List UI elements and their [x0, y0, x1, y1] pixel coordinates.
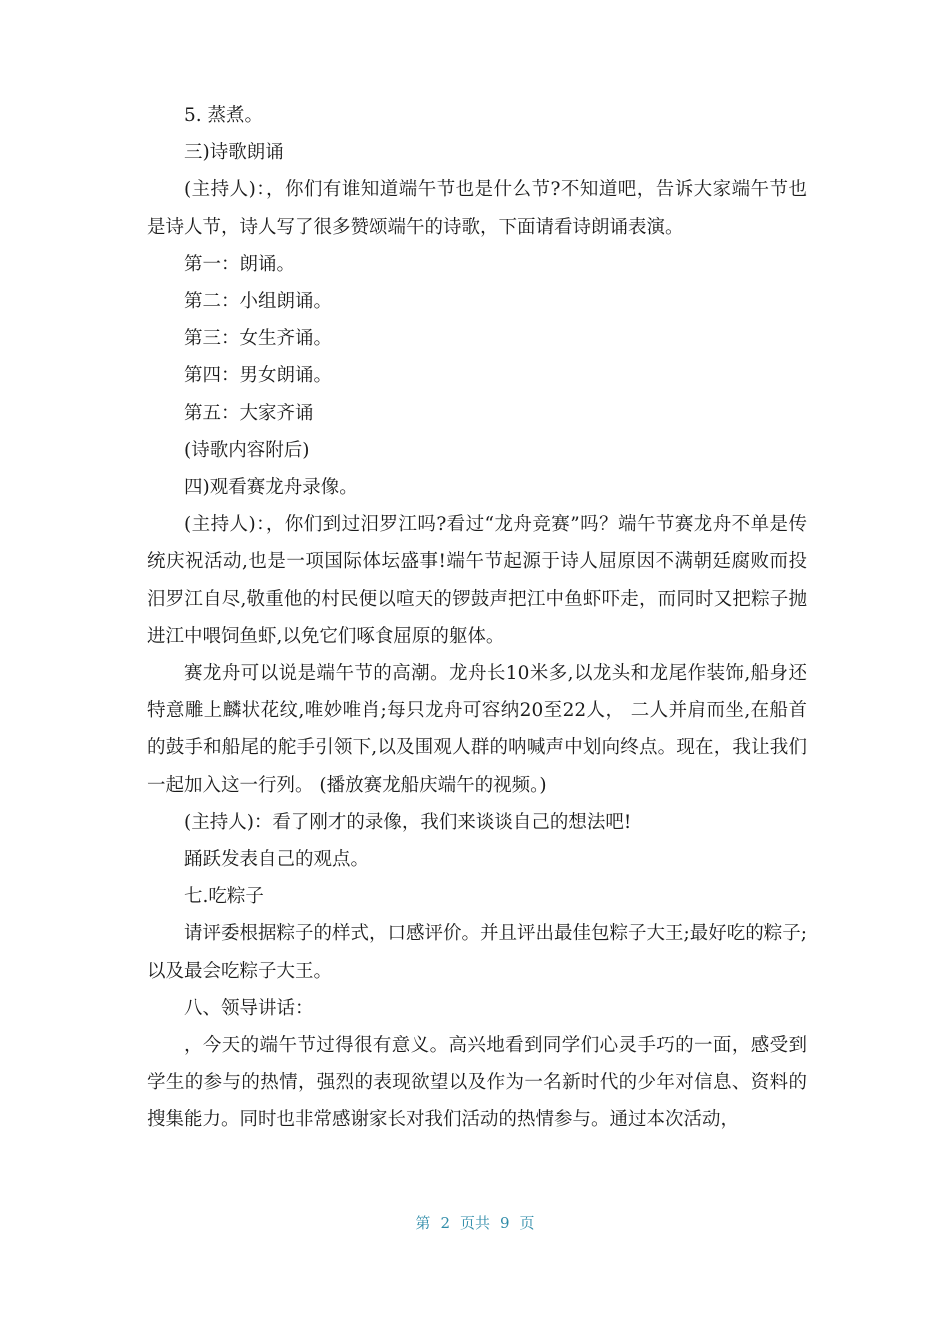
list-item: 第三：女生齐诵。	[184, 328, 333, 350]
document-body	[147, 97, 807, 1139]
paragraph: (主持人)：，你们有谁知道端午节也是什么节?不知道吧，告诉大家端午节也是诗人节，诗人写了很多赞颂端午的诗歌，下面请看诗朗诵表演。	[147, 179, 807, 238]
paragraph: (主持人)：，你们到过汨罗江吗?看过“龙舟竞赛”吗？端午节赛龙舟不单是传统庆祝活动,也是一项国际体坛盛事!端午节起源于诗人屈原因不满朝廷腐败而投汨罗江自尽,敬重他的村民便以喧天的锣鼓声把江中鱼虾吓走，而同时又把粽子抛进江中喂饲鱼虾,以免它们啄食屈原的躯体。	[147, 514, 807, 647]
paragraph: ，今天的端午节过得很有意义。高兴地看到同学们心灵手巧的一面，感受到学生的参与的热情，强烈的表现欲望以及作为一名新时代的少年对信息、资料的搜集能力。同时也非常感谢家长对我们活动的热情参与。通过本次活动，	[147, 1035, 807, 1131]
footer-middle: 页共	[459, 1214, 490, 1232]
list-item: 第一：朗诵。	[184, 253, 296, 275]
paragraph: (主持人)：看了刚才的录像，我们来谈谈自己的想法吧!	[184, 811, 632, 833]
paragraph: 5. 蒸煮。	[184, 105, 264, 126]
section-heading: 七.吃粽子	[184, 886, 264, 908]
section-heading: 四)观看赛龙舟录像。	[184, 477, 358, 499]
footer-page-number: 2	[440, 1214, 450, 1232]
list-item: 第四：男女朗诵。	[184, 365, 333, 387]
list-item: 第五：大家齐诵	[184, 402, 314, 424]
section-heading: 八、领导讲话：	[184, 997, 314, 1019]
page-footer	[0, 1212, 950, 1233]
footer-suffix: 页	[519, 1214, 535, 1232]
footer-prefix: 第	[415, 1214, 431, 1232]
section-heading: 三)诗歌朗诵	[184, 142, 284, 164]
paragraph: 踊跃发表自己的观点。	[184, 849, 370, 871]
list-item: 第二：小组朗诵。	[184, 291, 333, 313]
footer-total-pages: 9	[500, 1214, 510, 1232]
paragraph: 赛龙舟可以说是端午节的高潮。龙舟长10米多,以龙头和龙尾作装饰,船身还特意雕上麟状花纹,唯妙唯肖;每只龙舟可容纳20至22人， 二人并肩而坐,在船首的鼓手和船尾的舵手引领下,以及围观人群的呐喊声中划向终点。现在，我让我们一起加入这一行列。 (播放赛龙船庆端午的视频。)	[147, 663, 807, 796]
paragraph: (诗歌内容附后)	[184, 439, 310, 461]
paragraph: 请评委根据粽子的样式，口感评价。并且评出最佳包粽子大王;最好吃的粽子;以及最会吃粽子大王。	[147, 923, 807, 982]
